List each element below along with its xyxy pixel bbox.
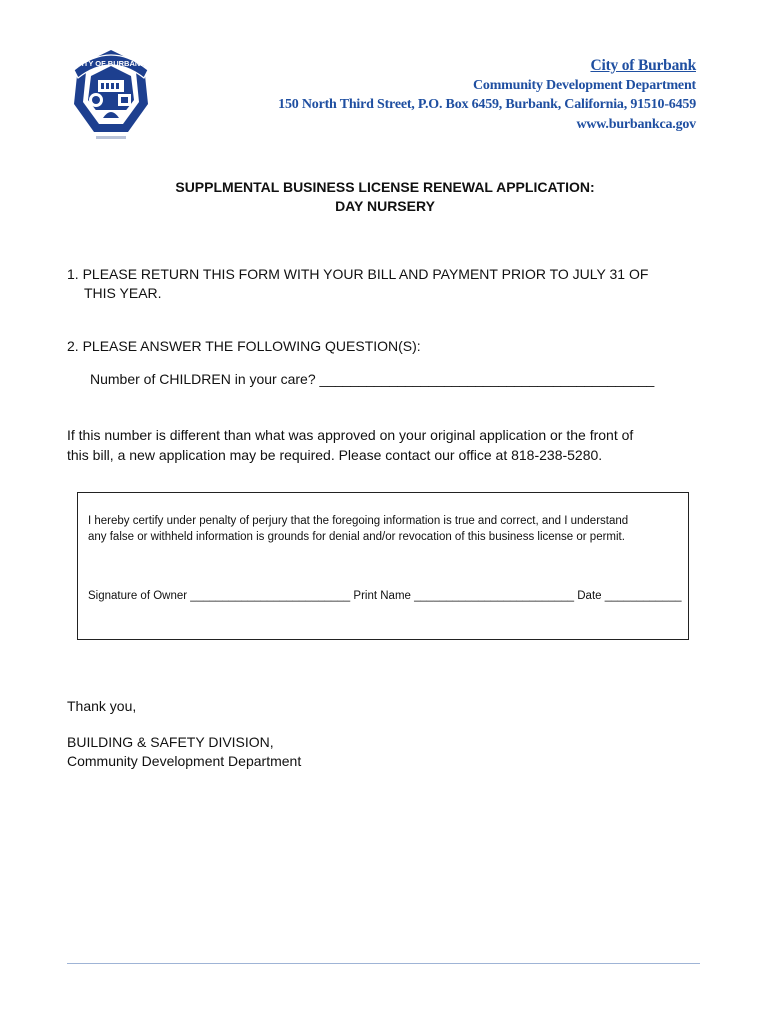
certification-line1: I hereby certify under penalty of perjury that the foregoing information is true and correct, and I understand [88,515,629,527]
signature-field[interactable]: _________________________ [190,590,351,602]
print-name-field[interactable]: _________________________ [414,590,575,602]
closing-division: BUILDING & SAFETY DIVISION, [67,734,274,750]
certification-box [77,492,689,640]
signature-row [88,588,684,604]
notice-paragraph [67,426,707,465]
letterhead-department: Community Development Department [472,77,696,93]
seal-banner-text: CITY OF BURBANK [76,59,146,68]
closing-signature-block [67,733,301,771]
letterhead-city: City of Burbank [590,57,696,74]
certification-statement [88,513,684,545]
notice-line1: If this number is different than what was approved on your original application or the front of [67,427,634,443]
form-title-line1: SUPPLMENTAL BUSINESS LICENSE RENEWAL APPLICATION: [175,179,595,195]
form-title-line2: DAY NURSERY [335,198,435,214]
date-field[interactable]: ____________ [604,590,682,602]
signature-label: Signature of Owner [88,590,188,602]
closing-department: Community Development Department [67,753,302,769]
print-name-label: Print Name [353,590,411,602]
form-title [0,178,770,216]
city-seal-logo [68,44,154,148]
instruction-1-line2: THIS YEAR. [84,285,162,301]
children-question [90,371,654,387]
footer-divider [67,963,700,964]
letterhead [278,56,696,134]
children-count-field[interactable]: ___________________________________________ [319,371,655,387]
certification-line2: any false or withheld information is grounds for denial and/or revocation of this business license or permit. [88,531,625,543]
letterhead-website[interactable]: www.burbankca.gov [576,116,696,132]
date-label: Date [577,590,602,602]
closing-thanks: Thank you, [67,698,137,714]
instruction-1 [67,265,707,303]
instruction-1-line1: 1. PLEASE RETURN THIS FORM WITH YOUR BILL AND PAYMENT PRIOR TO JULY 31 OF [67,266,649,282]
letterhead-address: 150 North Third Street, P.O. Box 6459, Burbank, California, 91510-6459 [278,97,696,112]
children-question-label: Number of CHILDREN in your care? [90,371,316,387]
notice-line2: this bill, a new application may be required. Please contact our office at 818-238-5280. [67,446,603,463]
instruction-2: 2. PLEASE ANSWER THE FOLLOWING QUESTION(S): [67,338,421,354]
